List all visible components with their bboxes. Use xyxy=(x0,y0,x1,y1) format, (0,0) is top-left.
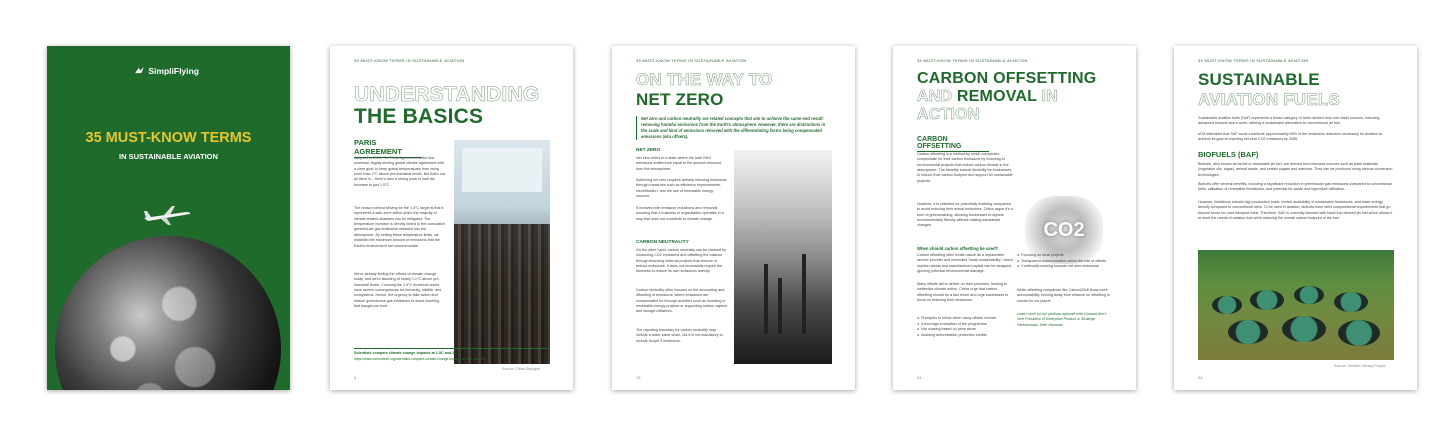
page-number: 18 xyxy=(636,375,641,380)
question-heading: When should carbon offsetting be used? xyxy=(917,246,999,251)
page-number: 34 xyxy=(1198,375,1203,380)
smokestack xyxy=(778,278,782,334)
cover-page[interactable] xyxy=(47,46,290,390)
co2-cloud-image: CO2 xyxy=(1025,196,1103,264)
heading-solid: THE BASICS xyxy=(354,105,484,128)
intro-para-2: IATA estimates that SAF could contribute approximately 65% of the emissions reduction necessary for aviation to achieve its goal of reaching net zero CO2 emissions by 2050. xyxy=(1198,132,1382,142)
para-1: Carbon offsetting is a method by which companies compensate for their carbon emissions by investing in environmental projects that reduce carbon dioxide in the atmosphere. The benefits include flexibility for businesses to reduce their carbon footprint and support for sustainable projects. xyxy=(917,152,1013,183)
bullet-item: ● Continually working towards net zero emissions. xyxy=(1017,264,1113,270)
page-net-zero[interactable] xyxy=(612,46,855,390)
bullets-left xyxy=(917,316,1013,338)
page-number: 6 xyxy=(354,375,357,380)
bullet-item: ● Transparent communication about the role of offsets xyxy=(1017,259,1113,265)
page-carbon-offsetting[interactable] xyxy=(893,46,1136,390)
conference-banner xyxy=(462,148,542,192)
para-2: The reason behind striving for the 1.5°C target is that it represents a safe zone within which the majority of climate-related disasters can be mitigated. The temperature increase is directly linked to the cumulative greenhouse gas emissions released into the atmosphere. By setting these temperature limits, we establish the maximum amount of emissions that the Earth's environment can accommodate. xyxy=(354,206,445,248)
running-head: 35 MUST-KNOW TERMS IN SUSTAINABLE AVIATION xyxy=(636,58,747,63)
pool xyxy=(1250,290,1284,310)
intro-para-1: Sustainable aviation fuels (SAF) represents a broad category of fuels derived from non-fossil sources, including advanced biofuels and e-fuels, offering a sustainable alternative to conventional jet fuel. xyxy=(1198,116,1380,126)
heading-line-3: ACTION xyxy=(917,106,980,123)
bullet-item: ● Avoiding deforestation protection credits xyxy=(917,333,1013,339)
page-understanding-basics[interactable] xyxy=(330,46,573,390)
cn-para-1: On the other hand, carbon neutrality can be claimed by measuring CO2 emissions and offsetting the balance through financing external projects that remove or reduce emissions. It does not necessarily require the business to reduce its own emissions directly. xyxy=(636,248,726,274)
pool xyxy=(1212,296,1242,314)
cn-para-2: Carbon neutrality often focuses on the accounting and offsetting of emissions, where emissions are compensated for through activities such as investing in renewable energy projects or supporting carbon capture and storage initiatives. xyxy=(636,288,728,314)
smokestack-photo xyxy=(734,150,832,364)
heading-line-2 xyxy=(917,89,1058,106)
heading-outline: AVIATION FUELS xyxy=(1198,90,1340,109)
heading-outline: UNDERSTANDING xyxy=(354,83,540,106)
bullet-item: ● Not chasing based on price alone xyxy=(917,327,1013,333)
running-head: 35 MUST-KNOW TERMS IN SUSTAINABLE AVIATION xyxy=(1198,58,1309,63)
heading-and: AND xyxy=(917,88,953,105)
brand-logo xyxy=(135,66,199,76)
para-3: However, limitations include high production costs, limited availability of sustainable feedstocks, and lower energy density compared to conventional fuels. To be used in aviation, biofuels have strict compositional requirements that go beyond those for road transport fuels. Therefore, BAF is currently blended with fossil fuel-derived jet fuel which allows it to meet the needs of aviation fuel while reducing the overall carbon footprint of the fuel. xyxy=(1198,200,1393,221)
net-zero-para-3: It involves both emission reductions and removals, ensuring that a business or organisation operates in a way that does not contribute to climate change. xyxy=(636,206,724,221)
pool xyxy=(1228,320,1268,344)
cover-title: 35 MUST-KNOW TERMS xyxy=(85,130,252,146)
right-para: While offsetting companies like CarbonClick show more accountability, moving away from reliance on offsetting is crucial for our planet. xyxy=(1017,288,1110,303)
smokestack xyxy=(802,254,806,334)
photo-source: Source: China Dialogue xyxy=(502,367,540,371)
section-carbon-offsetting: CARBON OFFSETTING xyxy=(917,136,989,152)
net-zero-para-1: Net zero refers to a state where the total GHG emissions emitted are equal to the amount removed from the atmosphere. xyxy=(636,156,721,171)
cover-subtitle: IN SUSTAINABLE AVIATION xyxy=(119,152,218,161)
podcast-link[interactable]: Learn more on our podcast episode with CarbonClick's Vice President of Enterprise Product & Strategic Partnerships, Seth Horowitz xyxy=(1017,312,1107,327)
logo-text: SimpliFlying xyxy=(148,66,199,76)
page-sustainable-aviation-fuels[interactable] xyxy=(1174,46,1417,390)
para-1: Adopted in 2015, The Paris Agreement is the first universal, legally binding global climate agreement with a clear goal: to keep global temperatures from rising more than 2°C above pre-industrial levels. But that's not all there is – there's also a strong push to limit the increase to just 1.5°C. xyxy=(354,156,446,187)
para-2: However, it is criticised for potentially enabling companies to avoid reducing their actual emissions. Critics argue it's a form of greenwashing, allowing businesses to appear environmentally friendly without making substantial changes. xyxy=(917,202,1013,228)
conference-photo xyxy=(454,140,550,364)
cn-para-3: The reporting boundary for carbon neutrality may include a wider value chain, but it is not mandatory to include Scope 3 emissions. xyxy=(636,328,723,343)
carbon-neutrality-heading: CARBON NEUTRALITY xyxy=(636,240,689,245)
bullets-right xyxy=(1017,253,1113,270)
link-title: Scientists compare climate change impacts at 1.5C and 2C xyxy=(354,351,457,355)
heading-line-1: CARBON OFFSETTING xyxy=(917,70,1097,87)
smokestack xyxy=(764,264,768,334)
heading-solid: NET ZERO xyxy=(636,90,724,109)
pool xyxy=(1334,292,1368,312)
intro-quote: Net zero and carbon neutrality are related concepts that aim to achieve the same end result: removing harmful emissions from the Earth's atmosphere. However, there are distinctions in the scale and kind of emissions removed with the differentiating factor being compensated emissions (aka offsets). xyxy=(636,116,832,140)
bullet-item: ● Focusing on local projects xyxy=(1017,253,1113,259)
heading-outline: ON THE WAY TO xyxy=(636,70,773,89)
section-paris-agreement: PARIS AGREEMENT xyxy=(354,138,422,158)
pool xyxy=(1294,286,1324,304)
heading-in: IN xyxy=(1041,88,1058,105)
question-para-2: Many offsets fail to deliver on their promises, leading to ineffective climate action. Critics urge that carbon offsetting should be a last resort and urge businesses to focus on reducing their emissions. xyxy=(917,282,1009,303)
net-zero-heading: NET ZERO xyxy=(636,148,661,153)
net-zero-para-2: Achieving net zero requires actively reducing emissions through measures such as efficiency improvements, electrification, and the use of renewable energy sources. xyxy=(636,178,727,199)
earth-image xyxy=(55,236,281,390)
conference-crowd xyxy=(454,224,550,364)
pool xyxy=(1338,320,1380,346)
pool xyxy=(1282,316,1326,342)
running-head: 35 MUST-KNOW TERMS IN SUSTAINABLE AVIATION xyxy=(354,58,465,63)
page-number: 24 xyxy=(917,375,922,380)
para-1: Biofuels, also known as bioJet or renewable jet fuel, are derived from biomass sources such as plant materials (vegetable oils, algae), animal waste, and certain sugars and starches. They can be produced using various conversion technologies. xyxy=(1198,162,1393,177)
para-2: Biofuels offer several benefits, including a significant reduction in greenhouse gas emissions compared to conventional fuels, utilisation of renewable feedstocks, and potential for waste and byproduct utilisation. xyxy=(1198,182,1392,192)
photo-source: Source: Genetic Literacy Project xyxy=(1334,364,1386,368)
heading-removal: REMOVAL xyxy=(956,88,1037,105)
bullet-item: ● A thorough evaluation of the programme xyxy=(917,322,1013,328)
link-url[interactable]: https://www.carbonbrief.org/scientists-compare-climate-change-impacts-at-1-5c-and-2c/ xyxy=(354,357,486,361)
bullet-item: ● Principles to follow when using offsets include: xyxy=(917,316,1013,322)
divider xyxy=(354,348,550,349)
running-head: 35 MUST-KNOW TERMS IN SUSTAINABLE AVIATION xyxy=(917,58,1028,63)
section-biofuels: BIOFUELS (BAF) xyxy=(1198,150,1259,159)
heading-solid: SUSTAINABLE xyxy=(1198,70,1320,89)
question-para-1: Carbon offsetting often treats nature as a replaceable service provider and embodies "weak sustainability," which implies natural and manufactured capital can be swapped, ignoring potential environmental damage. xyxy=(917,253,1013,274)
logo-bird-icon xyxy=(135,67,144,74)
para-3: We're already feeling the effects of climate change today, and we're standing at nearly 1.1°C above pre-industrial levels. Crossing the 1.5°C threshold would have severe consequences for humanity, wildlife, and ecosystems. Hence, the urgency to take action and reduce greenhouse gas emissions to avoid reaching that dangerous level. xyxy=(354,272,442,309)
biofuel-pools-photo xyxy=(1198,250,1394,360)
airplane-icon xyxy=(142,204,192,226)
